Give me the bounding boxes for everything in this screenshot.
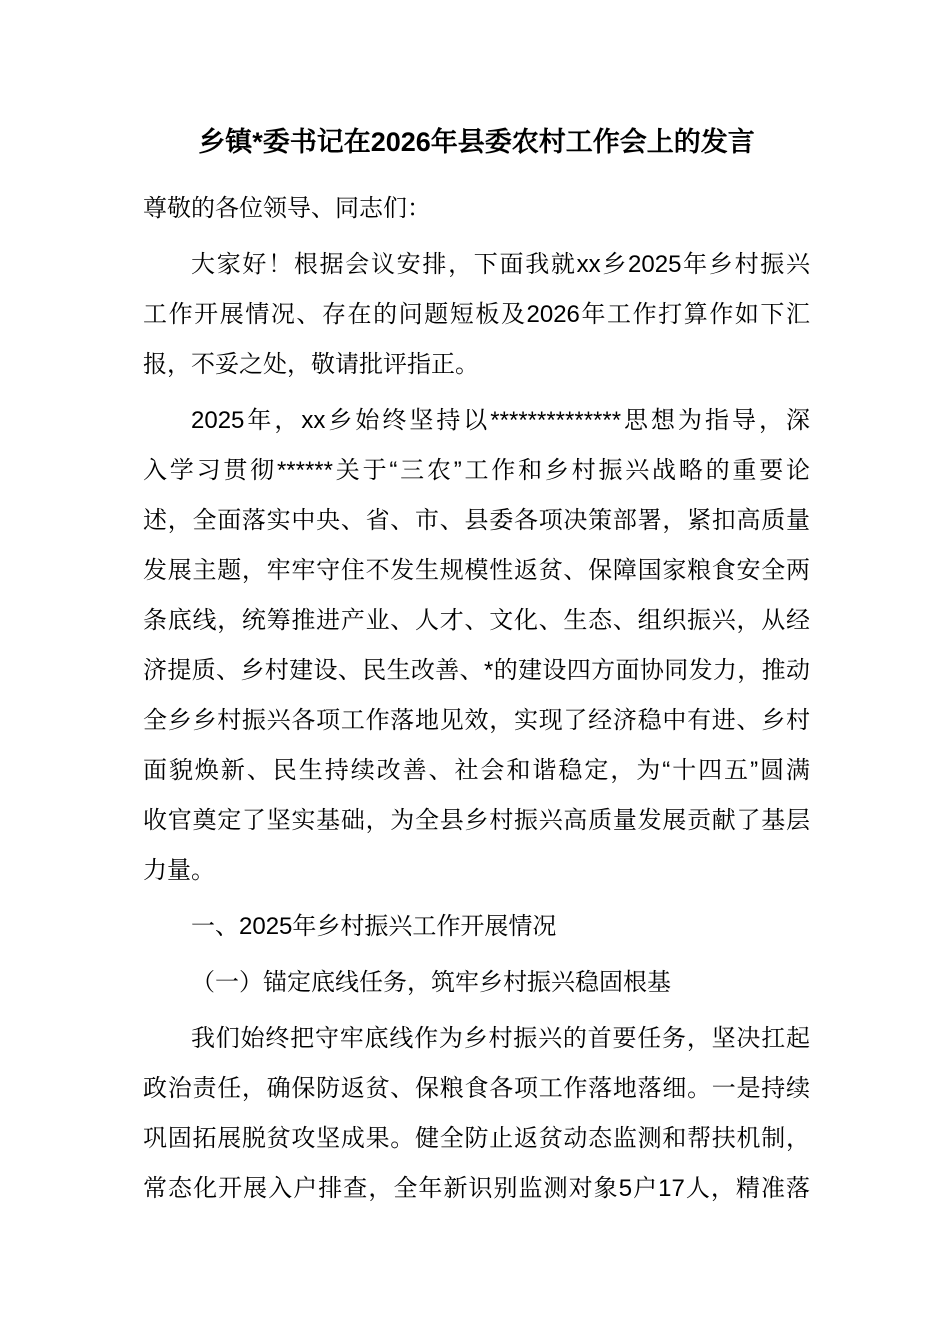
salutation-paragraph (143, 184, 810, 234)
subsection-heading-1 (143, 958, 810, 1008)
intro-paragraph (143, 240, 810, 390)
heading-line: 一、2025年乡村振兴工作开展情况 (191, 913, 557, 940)
text-line: 报，不妥之处，敬请批评指正。 (143, 351, 479, 378)
text-line: 收官奠定了坚实基础，为全县乡村振兴高质量发展贡献了基层 (143, 807, 810, 834)
text-line: 工作开展情况、存在的问题短板及2026年工作打算作如下汇 (143, 301, 810, 328)
body-paragraph-1 (143, 1014, 810, 1214)
heading-line: （一）锚定底线任务，筑牢乡村振兴稳固根基 (191, 969, 671, 996)
text-line: 我们始终把守牢底线作为乡村振兴的首要任务，坚决扛起 (191, 1025, 810, 1052)
text-line: 全乡乡村振兴各项工作落地见效，实现了经济稳中有进、乡村 (143, 707, 810, 734)
text-line: 述，全面落实中央、省、市、县委各项决策部署，紧扣高质量 (143, 507, 810, 534)
text-line: 尊敬的各位领导、同志们： (143, 195, 431, 222)
text-line: 政治责任，确保防返贫、保粮食各项工作落地落细。一是持续 (143, 1075, 810, 1102)
text-line: 条底线，统筹推进产业、人才、文化、生态、组织振兴，从经 (143, 607, 810, 634)
text-line: 大家好！根据会议安排，下面我就xx乡2025年乡村振兴 (191, 251, 810, 278)
text-line: 入学习贯彻******关于“三农”工作和乡村振兴战略的重要论 (143, 457, 810, 484)
overview-paragraph (143, 396, 810, 896)
document-title: 乡镇*委书记在2026年县委农村工作会上的发言 (198, 127, 755, 157)
text-line: 力量。 (143, 857, 215, 884)
text-line: 常态化开展入户排查，全年新识别监测对象5户17人，精准落 (143, 1175, 810, 1202)
text-line: 面貌焕新、民生持续改善、社会和谐稳定，为“十四五”圆满 (143, 757, 810, 784)
text-line: 巩固拓展脱贫攻坚成果。健全防止返贫动态监测和帮扶机制， (143, 1125, 810, 1152)
text-line: 发展主题，牢牢守住不发生规模性返贫、保障国家粮食安全两 (143, 557, 810, 584)
text-line: 2025年，xx乡始终坚持以**************思想为指导，深 (191, 407, 810, 434)
text-line: 济提质、乡村建设、民生改善、*的建设四方面协同发力，推动 (143, 657, 810, 684)
section-heading-1 (143, 902, 810, 952)
